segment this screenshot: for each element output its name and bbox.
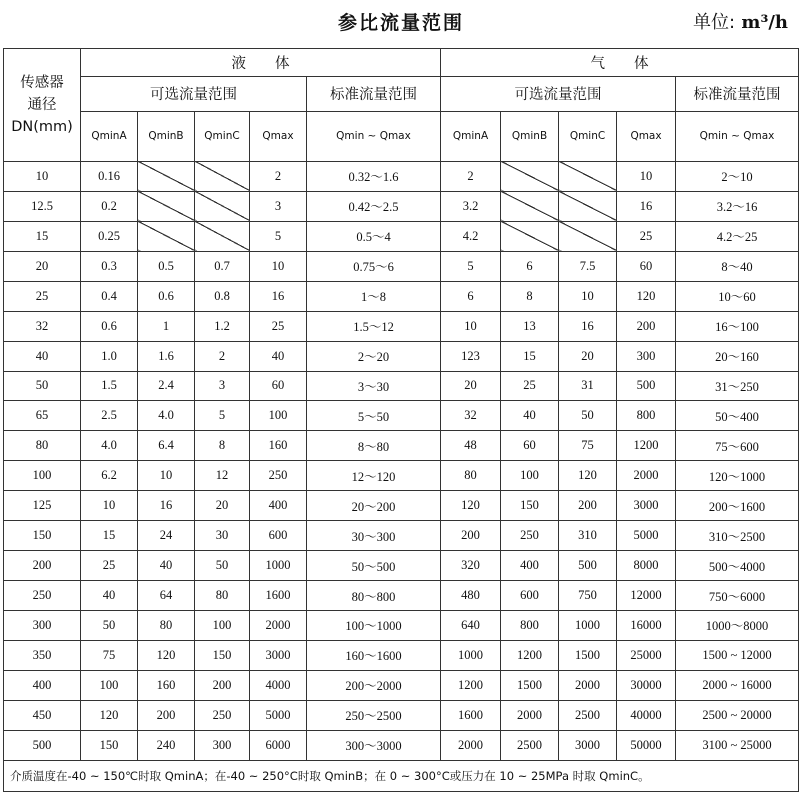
cell-dn: 50 xyxy=(4,371,81,401)
col-header-qminb: QminB xyxy=(138,111,195,161)
liquid-qminb-cell: 2.4 xyxy=(138,371,195,401)
liquid-qminc-cell: 2 xyxy=(195,341,250,371)
liquid-qminb-cell: 200 xyxy=(138,700,195,730)
liquid-range-cell: 250～2500 xyxy=(307,700,441,730)
liquid-qmax-cell: 1600 xyxy=(250,581,307,611)
gas-qmina-cell: 1200 xyxy=(441,670,501,700)
gas-qmax-cell: 16 xyxy=(617,191,676,221)
gas-qmax-cell: 2000 xyxy=(617,461,676,491)
gas-qminc-cell: 3000 xyxy=(559,730,617,760)
table-row xyxy=(4,521,799,551)
gas-range-cell: 120～1000 xyxy=(676,461,799,491)
cell-dn: 400 xyxy=(4,670,81,700)
cell-dn: 20 xyxy=(4,251,81,281)
gas-qmina-cell: 32 xyxy=(441,401,501,431)
gas-range-cell: 16～100 xyxy=(676,311,799,341)
liquid-qminc-cell: 12 xyxy=(195,461,250,491)
liquid-qminb-cell: 64 xyxy=(138,581,195,611)
liquid-qminc-cell: 0.8 xyxy=(195,281,250,311)
liquid-range-cell: 0.42～2.5 xyxy=(307,191,441,221)
liquid-qmina-cell: 0.4 xyxy=(81,281,138,311)
liquid-qminb-cell: 1 xyxy=(138,311,195,341)
gas-qmax-cell: 25000 xyxy=(617,640,676,670)
liquid-qminc-cell: 250 xyxy=(195,700,250,730)
liquid-qminc-cell: 3 xyxy=(195,371,250,401)
gas-qmax-cell: 8000 xyxy=(617,551,676,581)
liquid-qminb-cell: 80 xyxy=(138,611,195,641)
empty-diagonal-cell xyxy=(559,221,617,251)
gas-qmina-cell: 5 xyxy=(441,251,501,281)
col-header-qmax: Qmax xyxy=(617,111,676,161)
gas-qminc-cell: 2500 xyxy=(559,700,617,730)
gas-qmina-cell: 48 xyxy=(441,431,501,461)
cell-dn: 200 xyxy=(4,551,81,581)
liquid-qmina-cell: 0.16 xyxy=(81,161,138,191)
liquid-qmina-cell: 0.6 xyxy=(81,311,138,341)
liquid-qmina-cell: 10 xyxy=(81,491,138,521)
empty-diagonal-cell xyxy=(138,161,195,191)
liquid-range-cell: 30～300 xyxy=(307,521,441,551)
gas-qmina-cell: 320 xyxy=(441,551,501,581)
gas-qminc-cell: 2000 xyxy=(559,670,617,700)
liquid-qminc-cell: 30 xyxy=(195,521,250,551)
liquid-range-cell: 0.75～6 xyxy=(307,251,441,281)
liquid-qminc-cell: 200 xyxy=(195,670,250,700)
liquid-qmax-cell: 400 xyxy=(250,491,307,521)
gas-qminc-cell: 31 xyxy=(559,371,617,401)
gas-qminb-cell: 2500 xyxy=(501,730,559,760)
liquid-range-cell: 160～1600 xyxy=(307,640,441,670)
empty-diagonal-cell xyxy=(501,221,559,251)
gas-qmax-cell: 500 xyxy=(617,371,676,401)
liquid-range-cell: 12～120 xyxy=(307,461,441,491)
table-row xyxy=(4,251,799,281)
gas-header: 气 体 xyxy=(441,49,799,77)
gas-qminc-cell: 20 xyxy=(559,341,617,371)
gas-qmina-cell: 2 xyxy=(441,161,501,191)
table-row xyxy=(4,431,799,461)
liquid-qmina-cell: 40 xyxy=(81,581,138,611)
gas-qmina-cell: 200 xyxy=(441,521,501,551)
liquid-qmax-cell: 2 xyxy=(250,161,307,191)
liquid-qmax-cell: 3 xyxy=(250,191,307,221)
gas-qminb-cell: 600 xyxy=(501,581,559,611)
liquid-qmina-cell: 15 xyxy=(81,521,138,551)
gas-range-cell: 750～6000 xyxy=(676,581,799,611)
gas-range-cell: 2500 ~ 20000 xyxy=(676,700,799,730)
unit-label xyxy=(693,8,788,34)
liquid-qmax-cell: 16 xyxy=(250,281,307,311)
liquid-qminc-cell: 80 xyxy=(195,581,250,611)
gas-qmina-cell: 1600 xyxy=(441,700,501,730)
gas-range-cell: 4.2～25 xyxy=(676,221,799,251)
cell-dn: 15 xyxy=(4,221,81,251)
gas-qminc-cell: 1000 xyxy=(559,611,617,641)
gas-qmax-cell: 60 xyxy=(617,251,676,281)
gas-qminb-cell: 13 xyxy=(501,311,559,341)
empty-diagonal-cell xyxy=(501,191,559,221)
unit-value: m³/h xyxy=(741,12,788,33)
gas-qmax-cell: 1200 xyxy=(617,431,676,461)
col-header-qmax: Qmax xyxy=(250,111,307,161)
liquid-qmina-cell: 120 xyxy=(81,700,138,730)
liquid-qminc-cell: 100 xyxy=(195,611,250,641)
table-row xyxy=(4,461,799,491)
liquid-qminb-cell: 240 xyxy=(138,730,195,760)
gas-qminb-cell: 400 xyxy=(501,551,559,581)
liquid-qminc-cell: 50 xyxy=(195,551,250,581)
gas-qmax-cell: 800 xyxy=(617,401,676,431)
col-header-qminb: QminB xyxy=(501,111,559,161)
gas-qminb-cell: 6 xyxy=(501,251,559,281)
liquid-range-cell: 200～2000 xyxy=(307,670,441,700)
empty-diagonal-cell xyxy=(501,161,559,191)
cell-dn: 80 xyxy=(4,431,81,461)
gas-qminb-cell: 1500 xyxy=(501,670,559,700)
liquid-qmax-cell: 3000 xyxy=(250,640,307,670)
table-row xyxy=(4,611,799,641)
liquid-range-cell: 20～200 xyxy=(307,491,441,521)
liquid-qmax-cell: 60 xyxy=(250,371,307,401)
table-row xyxy=(4,221,799,251)
gas-qmina-cell: 4.2 xyxy=(441,221,501,251)
table-row xyxy=(4,371,799,401)
gas-range-cell: 2000 ~ 16000 xyxy=(676,670,799,700)
cell-dn: 10 xyxy=(4,161,81,191)
liquid-qmina-cell: 1.0 xyxy=(81,341,138,371)
flow-range-table xyxy=(3,48,799,792)
gas-qmax-cell: 300 xyxy=(617,341,676,371)
gas-qmina-cell: 1000 xyxy=(441,640,501,670)
gas-qminc-cell: 16 xyxy=(559,311,617,341)
gas-qmina-cell: 80 xyxy=(441,461,501,491)
liquid-qmina-cell: 0.25 xyxy=(81,221,138,251)
col-header-qminc: QminC xyxy=(559,111,617,161)
gas-standard-header: 标准流量范围 xyxy=(676,77,799,111)
liquid-qmax-cell: 6000 xyxy=(250,730,307,760)
table-row xyxy=(4,491,799,521)
liquid-qminb-cell: 16 xyxy=(138,491,195,521)
gas-qmax-cell: 50000 xyxy=(617,730,676,760)
liquid-qmax-cell: 4000 xyxy=(250,670,307,700)
table-row xyxy=(4,341,799,371)
gas-range-cell: 31～250 xyxy=(676,371,799,401)
liquid-range-cell: 2～20 xyxy=(307,341,441,371)
liquid-qmax-cell: 40 xyxy=(250,341,307,371)
gas-qminc-cell: 10 xyxy=(559,281,617,311)
liquid-qmax-cell: 100 xyxy=(250,401,307,431)
cell-dn: 12.5 xyxy=(4,191,81,221)
liquid-qminc-cell: 150 xyxy=(195,640,250,670)
gas-range-cell: 10～60 xyxy=(676,281,799,311)
gas-qminc-cell: 7.5 xyxy=(559,251,617,281)
liquid-qminb-cell: 40 xyxy=(138,551,195,581)
gas-qminb-cell: 150 xyxy=(501,491,559,521)
liquid-qmina-cell: 2.5 xyxy=(81,401,138,431)
liquid-qminb-cell: 0.5 xyxy=(138,251,195,281)
gas-qmina-cell: 2000 xyxy=(441,730,501,760)
gas-qminb-cell: 60 xyxy=(501,431,559,461)
table-row xyxy=(4,401,799,431)
liquid-qminb-cell: 160 xyxy=(138,670,195,700)
gas-range-cell: 500～4000 xyxy=(676,551,799,581)
liquid-range-cell: 1～8 xyxy=(307,281,441,311)
liquid-qminb-cell: 120 xyxy=(138,640,195,670)
liquid-qmax-cell: 160 xyxy=(250,431,307,461)
col-header-qmina: QminA xyxy=(81,111,138,161)
empty-diagonal-cell xyxy=(138,191,195,221)
gas-range-cell: 50～400 xyxy=(676,401,799,431)
gas-qminb-cell: 800 xyxy=(501,611,559,641)
cell-dn: 32 xyxy=(4,311,81,341)
liquid-qminc-cell: 1.2 xyxy=(195,311,250,341)
gas-qminb-cell: 40 xyxy=(501,401,559,431)
cell-dn: 250 xyxy=(4,581,81,611)
liquid-qminb-cell: 0.6 xyxy=(138,281,195,311)
gas-qminc-cell: 120 xyxy=(559,461,617,491)
gas-qmax-cell: 25 xyxy=(617,221,676,251)
gas-qmax-cell: 200 xyxy=(617,311,676,341)
col-header-qminc: QminC xyxy=(195,111,250,161)
liquid-qmina-cell: 0.3 xyxy=(81,251,138,281)
cell-dn: 350 xyxy=(4,640,81,670)
liquid-qminb-cell: 24 xyxy=(138,521,195,551)
gas-qmina-cell: 10 xyxy=(441,311,501,341)
liquid-qminc-cell: 5 xyxy=(195,401,250,431)
liquid-qmina-cell: 100 xyxy=(81,670,138,700)
gas-qmina-cell: 120 xyxy=(441,491,501,521)
gas-range-cell: 75～600 xyxy=(676,431,799,461)
liquid-range-cell: 300～3000 xyxy=(307,730,441,760)
gas-range-cell: 1000～8000 xyxy=(676,611,799,641)
gas-qminc-cell: 75 xyxy=(559,431,617,461)
liquid-qmina-cell: 4.0 xyxy=(81,431,138,461)
dn-header: 传感器 通径 DN(mm) xyxy=(4,49,81,162)
gas-qmax-cell: 120 xyxy=(617,281,676,311)
cell-dn: 100 xyxy=(4,461,81,491)
liquid-range-cell: 3～30 xyxy=(307,371,441,401)
cell-dn: 500 xyxy=(4,730,81,760)
liquid-qminc-cell: 20 xyxy=(195,491,250,521)
empty-diagonal-cell xyxy=(559,191,617,221)
gas-qminb-cell: 1200 xyxy=(501,640,559,670)
gas-qmax-cell: 3000 xyxy=(617,491,676,521)
gas-range-cell: 3100 ~ 25000 xyxy=(676,730,799,760)
table-row xyxy=(4,311,799,341)
empty-diagonal-cell xyxy=(138,221,195,251)
cell-dn: 450 xyxy=(4,700,81,730)
gas-range-cell: 2～10 xyxy=(676,161,799,191)
liquid-qmina-cell: 6.2 xyxy=(81,461,138,491)
liquid-qminb-cell: 6.4 xyxy=(138,431,195,461)
gas-qminb-cell: 25 xyxy=(501,371,559,401)
table-row xyxy=(4,161,799,191)
table-row xyxy=(4,700,799,730)
gas-optional-header: 可选流量范围 xyxy=(441,77,676,111)
liquid-qminb-cell: 10 xyxy=(138,461,195,491)
gas-qminc-cell: 750 xyxy=(559,581,617,611)
liquid-optional-header: 可选流量范围 xyxy=(81,77,307,111)
col-header-qmina: QminA xyxy=(441,111,501,161)
gas-qminb-cell: 2000 xyxy=(501,700,559,730)
cell-dn: 125 xyxy=(4,491,81,521)
table-row xyxy=(4,281,799,311)
liquid-range-cell: 5～50 xyxy=(307,401,441,431)
liquid-qmina-cell: 25 xyxy=(81,551,138,581)
empty-diagonal-cell xyxy=(195,161,250,191)
empty-diagonal-cell xyxy=(195,221,250,251)
gas-range-cell: 20～160 xyxy=(676,341,799,371)
table-row xyxy=(4,581,799,611)
gas-qmax-cell: 5000 xyxy=(617,521,676,551)
gas-qmina-cell: 6 xyxy=(441,281,501,311)
cell-dn: 40 xyxy=(4,341,81,371)
cell-dn: 25 xyxy=(4,281,81,311)
liquid-qmina-cell: 75 xyxy=(81,640,138,670)
liquid-range-cell: 100～1000 xyxy=(307,611,441,641)
gas-qmax-cell: 16000 xyxy=(617,611,676,641)
gas-qmax-cell: 12000 xyxy=(617,581,676,611)
liquid-qmax-cell: 250 xyxy=(250,461,307,491)
liquid-qminb-cell: 1.6 xyxy=(138,341,195,371)
gas-qminb-cell: 15 xyxy=(501,341,559,371)
note-row xyxy=(4,760,799,791)
empty-diagonal-cell xyxy=(195,191,250,221)
gas-qminb-cell: 250 xyxy=(501,521,559,551)
gas-qminc-cell: 500 xyxy=(559,551,617,581)
liquid-range-cell: 8～80 xyxy=(307,431,441,461)
liquid-range-cell: 50～500 xyxy=(307,551,441,581)
gas-qmina-cell: 480 xyxy=(441,581,501,611)
gas-qmina-cell: 20 xyxy=(441,371,501,401)
col-header-range: Qmin ~ Qmax xyxy=(307,111,441,161)
table-row xyxy=(4,730,799,760)
gas-range-cell: 200～1600 xyxy=(676,491,799,521)
table-row xyxy=(4,191,799,221)
gas-qmax-cell: 40000 xyxy=(617,700,676,730)
liquid-header: 液 体 xyxy=(81,49,441,77)
liquid-qmax-cell: 5 xyxy=(250,221,307,251)
liquid-range-cell: 80～800 xyxy=(307,581,441,611)
gas-qminb-cell: 100 xyxy=(501,461,559,491)
page-title: 参比流量范围 xyxy=(337,12,464,34)
liquid-qmax-cell: 600 xyxy=(250,521,307,551)
liquid-qmax-cell: 5000 xyxy=(250,700,307,730)
gas-qmax-cell: 30000 xyxy=(617,670,676,700)
gas-qminc-cell: 1500 xyxy=(559,640,617,670)
liquid-qmax-cell: 1000 xyxy=(250,551,307,581)
liquid-qmina-cell: 50 xyxy=(81,611,138,641)
gas-range-cell: 310～2500 xyxy=(676,521,799,551)
liquid-standard-header: 标准流量范围 xyxy=(307,77,441,111)
gas-qminc-cell: 310 xyxy=(559,521,617,551)
liquid-qmax-cell: 10 xyxy=(250,251,307,281)
liquid-qmina-cell: 150 xyxy=(81,730,138,760)
liquid-qminc-cell: 0.7 xyxy=(195,251,250,281)
gas-qmax-cell: 10 xyxy=(617,161,676,191)
cell-dn: 65 xyxy=(4,401,81,431)
footnote: 介质温度在-40 ~ 150℃时取 QminA；在-40 ~ 250°C时取 QminB；在 0 ~ 300°C或压力在 10 ~ 25MPa 时取 QminC。 xyxy=(4,760,799,791)
empty-diagonal-cell xyxy=(559,161,617,191)
liquid-range-cell: 1.5～12 xyxy=(307,311,441,341)
gas-range-cell: 3.2～16 xyxy=(676,191,799,221)
gas-range-cell: 8～40 xyxy=(676,251,799,281)
liquid-qmax-cell: 25 xyxy=(250,311,307,341)
gas-qmina-cell: 123 xyxy=(441,341,501,371)
cell-dn: 150 xyxy=(4,521,81,551)
liquid-qminc-cell: 300 xyxy=(195,730,250,760)
gas-qminb-cell: 8 xyxy=(501,281,559,311)
table-row xyxy=(4,551,799,581)
liquid-qminb-cell: 4.0 xyxy=(138,401,195,431)
gas-qmina-cell: 3.2 xyxy=(441,191,501,221)
gas-range-cell: 1500 ~ 12000 xyxy=(676,640,799,670)
gas-qminc-cell: 50 xyxy=(559,401,617,431)
gas-qmina-cell: 640 xyxy=(441,611,501,641)
liquid-range-cell: 0.5～4 xyxy=(307,221,441,251)
col-header-range: Qmin ~ Qmax xyxy=(676,111,799,161)
unit-prefix: 单位: xyxy=(693,12,736,33)
liquid-qminc-cell: 8 xyxy=(195,431,250,461)
liquid-qmax-cell: 2000 xyxy=(250,611,307,641)
table-row xyxy=(4,670,799,700)
liquid-qmina-cell: 1.5 xyxy=(81,371,138,401)
cell-dn: 300 xyxy=(4,611,81,641)
liquid-qmina-cell: 0.2 xyxy=(81,191,138,221)
liquid-range-cell: 0.32～1.6 xyxy=(307,161,441,191)
table-row xyxy=(4,640,799,670)
gas-qminc-cell: 200 xyxy=(559,491,617,521)
